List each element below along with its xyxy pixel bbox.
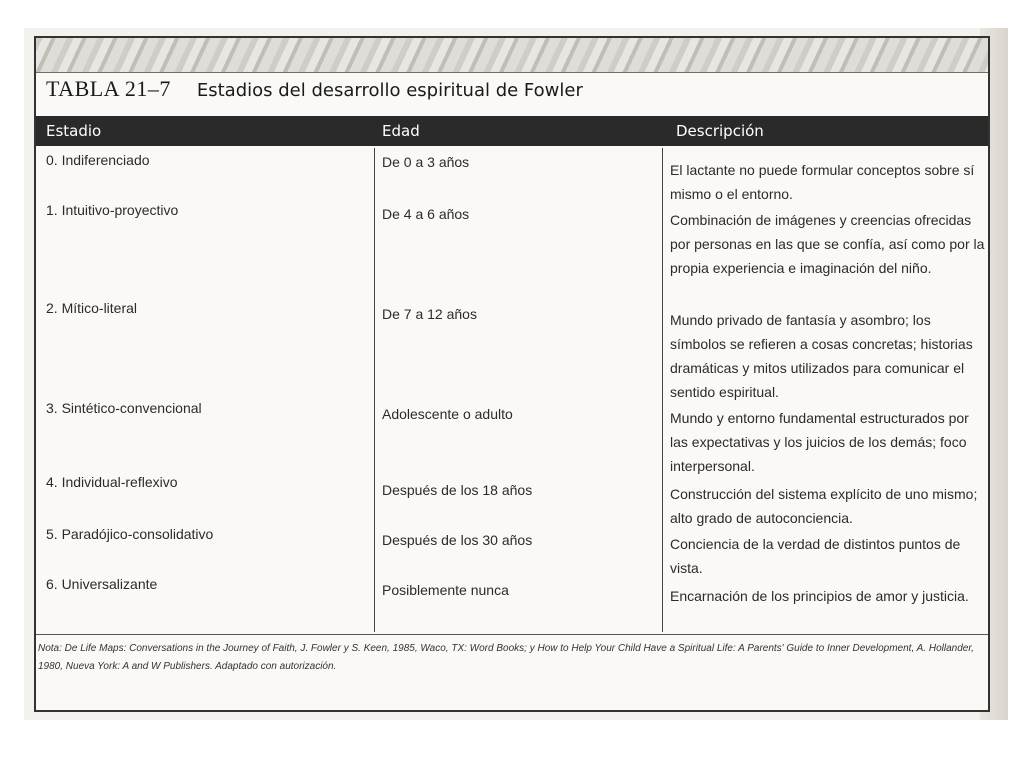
row-2-description: Mundo privado de fantasía y asombro; los símbolos se refieren a cosas concretas; historias dramáticas y mitos utilizados para comunicar el sentido espiritual. (670, 312, 973, 400)
row-1-stage: 1. Intuitivo-proyectivo (46, 202, 179, 218)
row-4-stage: 4. Individual-reflexivo (46, 474, 178, 490)
row-6-age: Posiblemente nunca (382, 582, 509, 598)
column-divider-2 (662, 148, 663, 632)
header-description: Descripción (676, 122, 764, 140)
row-1-age: De 4 a 6 años (382, 206, 470, 222)
row-3-stage: 3. Sintético-convencional (46, 400, 202, 416)
header-stage: Estadio (46, 122, 102, 140)
row-0-stage: 0. Indiferenciado (46, 152, 150, 168)
table-title: Estadios del desarrollo espiritual de Fowler (196, 80, 583, 101)
row-3-description: Mundo y entorno fundamental estructurados por las expectativas y los juicios de los demás; foco interpersonal. (670, 410, 969, 474)
row-0-description: El lactante no puede formular conceptos sobre sí mismo o el entorno. (670, 162, 975, 202)
row-0-age: De 0 a 3 años (382, 154, 470, 170)
row-2-stage: 2. Mítico-literal (46, 300, 138, 316)
table-header-bar (36, 116, 988, 146)
fowler-table (34, 36, 990, 712)
decorative-banner (36, 38, 988, 73)
column-divider-1 (374, 148, 375, 632)
row-2-age: De 7 a 12 años (382, 306, 477, 322)
row-3-age: Adolescente o adulto (382, 406, 513, 422)
row-1-description: Combinación de imágenes y creencias ofrecidas por personas en las que se confía, así como por la propia experiencia e imaginación del niño. (670, 212, 985, 276)
note-divider (36, 634, 988, 635)
table-title-row (46, 76, 583, 110)
table-note: Nota: De Life Maps: Conversations in the Journey of Faith, J. Fowler y S. Keen, 1985, Waco, TX: Word Books; y How to Help Your Child Have a Spiritual Life: A Parents' Guide to Inner Development, A. Hollander, 1980, Nueva York: A and W Publishers. Adaptado con autorización. (38, 643, 974, 672)
row-6-description: Encarnación de los principios de amor y justicia. (670, 588, 969, 604)
row-5-age: Después de los 30 años (382, 532, 533, 548)
row-4-age: Después de los 18 años (382, 482, 533, 498)
row-4-description: Construcción del sistema explícito de uno mismo; alto grado de autoconciencia. (670, 486, 978, 526)
row-5-description: Conciencia de la verdad de distintos puntos de vista. (670, 536, 961, 576)
table-number: TABLA 21–7 (46, 76, 171, 101)
row-6-stage: 6. Universalizante (46, 576, 158, 592)
header-age: Edad (382, 122, 420, 140)
row-5-stage: 5. Paradójico-consolidativo (46, 526, 214, 542)
